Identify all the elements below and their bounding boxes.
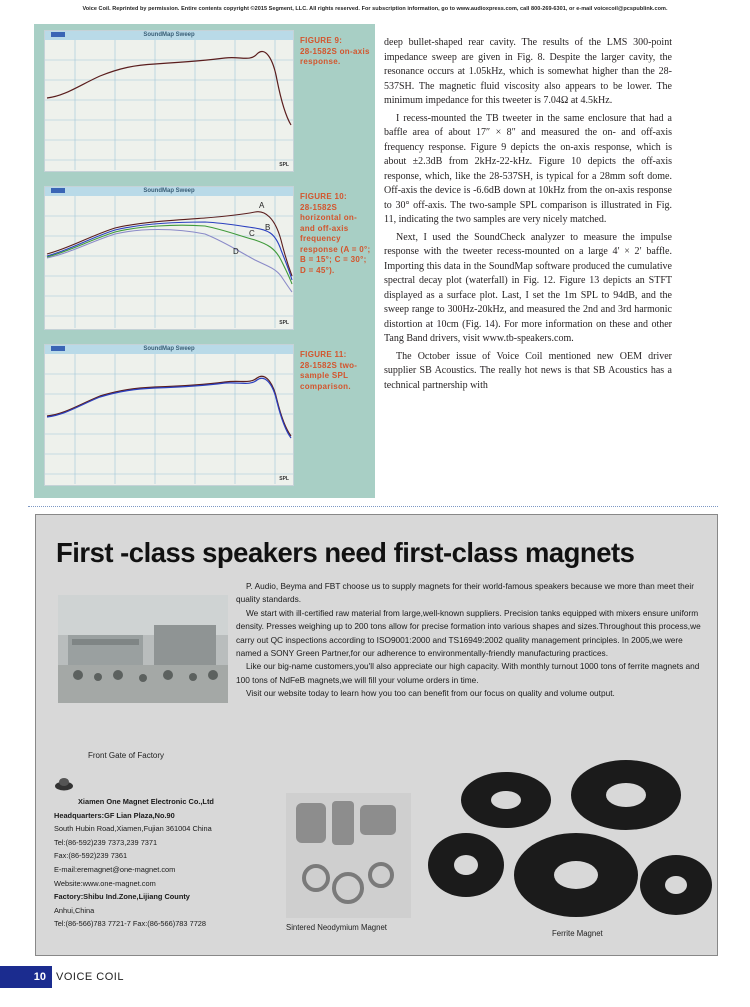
- figure-11-corner-label: SPL: [279, 476, 289, 482]
- figure-10-plot: [44, 186, 294, 330]
- figure-panel: [34, 24, 375, 498]
- neodymium-magnet-photo: [286, 793, 411, 918]
- company-headquarters: Headquarters:GF Lian Plaza,No.90: [54, 810, 175, 820]
- figure-11-curve-sample-1: [47, 376, 291, 436]
- figure-11-strip-label: SoundMap Sweep: [143, 346, 195, 352]
- ad-body-paragraph-1: P. Audio, Beyma and FBT choose us to supply magnets for their world-famous speakers because we more than meet their quality standards.: [236, 581, 694, 605]
- figure-9-strip-label: SoundMap Sweep: [143, 32, 195, 38]
- figure-11-curve-sample-2: [47, 378, 291, 438]
- figure-10-corner-label: SPL: [279, 320, 289, 326]
- ad-headline: First -class speakers need first-class magnets: [56, 537, 635, 568]
- figure-9-plot: [44, 30, 294, 172]
- magnet-advertisement: [35, 514, 718, 956]
- article-paragraph-1: deep bullet-shaped rear cavity. The results of the LMS 300-point impedance sweep are given in Fig. 8. Despite the larger cavity, the resonance occurs at 1.05kHz, which is somewhat higher than the 28-537SH. The magnetic fluid viscosity also appears to be lower. The minimum impedance for this tweeter is 7.04Ω at 4.5kHz.: [384, 37, 672, 106]
- figure-9-number: FIGURE 9:: [300, 36, 343, 45]
- company-details: [54, 795, 304, 931]
- article-paragraph-2: I recess-mounted the TB tweeter in the same enclosure that had a baffle area of about 17″ × 8″ and measured the on- and off-axis frequency response. Figure 9 depicts the on-axis response, which is about ±2.3dB from 2kHz-22-kHz. Figure 10 depicts the off-axis response, which, like the 28-537SH, is typical for a 28mm soft dome. Off-axis the device is -6.6dB down at 10kHz from the on-axis response to 30° off-axis. The two-sample SPL comparison is illustrated in Fig. 11, indicating the two samples are very nicely matched.: [384, 112, 672, 225]
- figure-10-label-d: D: [233, 247, 239, 256]
- ad-body-paragraph-4: Visit our website today to learn how you too can benefit from our focus on quality and volume output.: [246, 688, 615, 699]
- page-footer: [0, 966, 750, 988]
- figure-10-curve-d: [47, 230, 292, 293]
- figure-10-curve-c: [47, 225, 292, 284]
- neodymium-magnet-caption: Sintered Neodymium Magnet: [286, 923, 387, 932]
- figure-11-caption: [300, 350, 372, 392]
- figure-10-curve-b: [47, 222, 292, 280]
- company-name: Xiamen One Magnet Electronic Co.,Ltd: [78, 797, 214, 806]
- company-logo-icon: [54, 777, 74, 791]
- company-email: E-mail:eremagnet@one-magnet.com: [54, 864, 176, 874]
- ad-body-paragraph-2: We start with ill-certified raw material from large,well-known suppliers. Precision tanks equipped with mixers ensure uniform density. Presses weighing up to 200 tons allow for precise formation into various shapes and sizes.Throughout this process,we carry out QC inspections according to ISO9001:2000 and TS16949:2002 quality management principles. In 2005,we were named a SONY Green Partner,for our adherence to environmentally-friendly manufacturing practices.: [236, 607, 701, 659]
- company-fax: Fax:(86-592)239 7361: [54, 851, 128, 861]
- figure-9-caption: [300, 36, 372, 68]
- section-divider: [28, 506, 718, 507]
- ferrite-magnet-photo: [426, 755, 716, 955]
- ad-body: [236, 580, 706, 701]
- figure-10-caption: [300, 192, 372, 276]
- ad-body-paragraph-3: Like our big-name customers,you'll also appreciate our high capacity. With monthly turnout 1000 tons of ferrite magnets and 100 tons of NdFeB magnets,we will fill your volume orders in time.: [236, 661, 700, 685]
- article-paragraph-4: The October issue of Voice Coil mentioned new OEM driver supplier SB Acoustics. The really hot news is that SB Acoustics has a technical partnership with: [384, 350, 672, 391]
- factory-photo: [58, 595, 228, 703]
- company-factory-tel: Tel:(86-566)783 7721-7 Fax:(86-566)783 7728: [54, 919, 207, 929]
- figure-10-strip-label: SoundMap Sweep: [143, 188, 195, 194]
- figure-11-text: 28-1582S two-sample SPL comparison.: [300, 360, 358, 391]
- figure-9-response-curve: [47, 52, 291, 125]
- figure-9-graph: [45, 40, 293, 170]
- figure-11-number: FIGURE 11:: [300, 350, 347, 359]
- figure-10-label-c: C: [249, 229, 255, 238]
- page-number: 10: [0, 966, 52, 988]
- magazine-name: VOICE COIL: [56, 971, 124, 983]
- figure-10-label-a: A: [259, 201, 265, 210]
- article-paragraph-3: Next, I used the SoundCheck analyzer to measure the impulse response with the tweeter recess-mounted on a large 4′ × 2′ baffle. Importing this data in the SoundMap software produced the cumulative spectral decay plot (waterfall) in Fig. 12. Figure 13 depicts an STFT displayed as a surface plot. Last, I set the 1m SPL to 94dB, and the sweep range to 300Hz-20kHz, and measured the 2nd and 3rd harmonic distortion at 10cm (Fig. 14). For more information on these and other Tang Band drivers, visit www.tb-speakers.com.: [384, 231, 672, 344]
- factory-photo-caption: Front Gate of Factory: [88, 751, 165, 760]
- company-address: South Hubin Road,Xiamen,Fujian 361004 China: [54, 824, 212, 834]
- company-factory-location: Anhui,China: [54, 905, 95, 915]
- figure-10-label-b: B: [265, 223, 271, 232]
- page-header-line: Voice Coil. Reprinted by permission. Entire contents copyright ©2015 Segment, LLC. All rights reserved. For subscription information, go to www.audioxpress.com, call 800-269-6301, or e-mail voicecoil@pcspublink.com.: [82, 6, 668, 12]
- figure-10-graph: [45, 196, 293, 328]
- company-website: Website:www.one-magnet.com: [54, 878, 156, 888]
- figure-9-text: 28-1582S on-axis response.: [300, 46, 370, 66]
- company-factory: Factory:Shibu Ind.Zone,Lijiang County: [54, 892, 190, 902]
- ferrite-magnet-caption: Ferrite Magnet: [552, 929, 603, 938]
- figure-11-graph: [45, 354, 293, 484]
- figure-10-number: FIGURE 10:: [300, 192, 348, 201]
- article-body: [384, 36, 672, 396]
- figure-11-plot: [44, 344, 294, 486]
- figure-10-text: 28-1582S horizontal on- and off-axis frequency response (A = 0°; B = 15°; C = 30°; D = 45°).: [300, 202, 371, 275]
- figure-9-corner-label: SPL: [279, 162, 289, 168]
- company-tel: Tel:(86-592)239 7373,239 7371: [54, 837, 158, 847]
